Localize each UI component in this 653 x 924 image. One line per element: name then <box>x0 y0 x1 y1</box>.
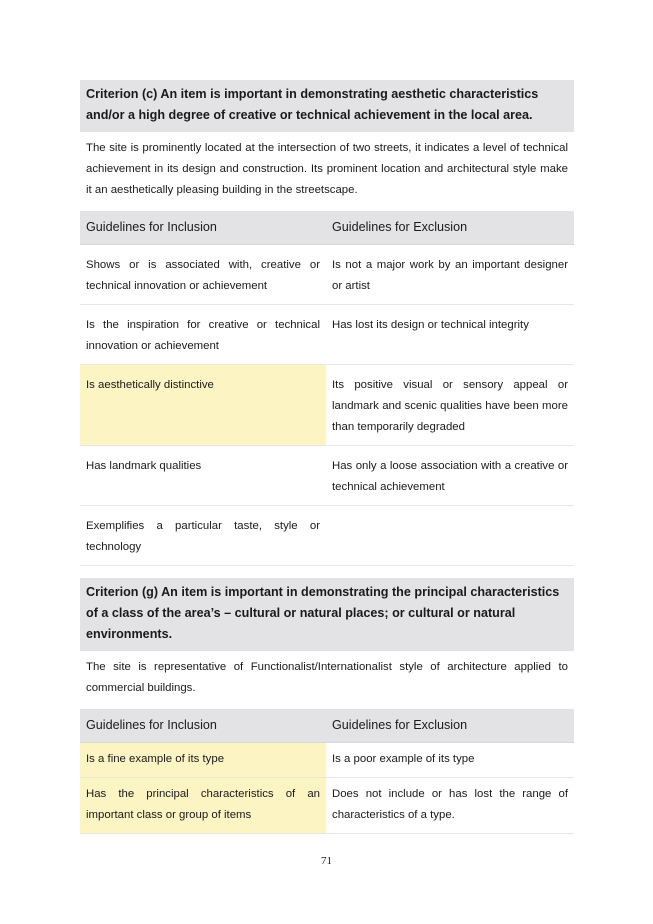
criterion-c-guidelines-table <box>80 211 574 566</box>
table-row <box>80 305 574 365</box>
table-row <box>80 365 574 446</box>
table-header-row <box>80 709 574 743</box>
criterion-c-heading: Criterion (c) An item is important in demonstrating aesthetic characteristics and/or a high degree of creative or technical achievement in the local area. <box>80 80 574 132</box>
exclusion-cell: Its positive visual or sensory appeal or landmark and scenic qualities have been more than temporarily degraded <box>326 365 574 446</box>
inclusion-cell: Is the inspiration for creative or technical innovation or achievement <box>80 305 326 365</box>
criterion-g-section <box>80 578 574 834</box>
inclusion-cell-highlighted: Has the principal characteristics of an important class or group of items <box>80 778 326 834</box>
inclusion-cell-highlighted: Is a fine example of its type <box>80 743 326 778</box>
criterion-g-description: The site is representative of Functionalist/Internationalist style of architecture applied to commercial buildings. <box>86 661 568 694</box>
criterion-c-description: The site is prominently located at the intersection of two streets, it indicates a level of technical achievement in its design and construction. Its prominent location and architectural style make it an aesthetically pleasing building in the streetscape. <box>86 142 568 196</box>
exclusion-cell: Has lost its design or technical integrity <box>326 305 574 365</box>
exclusion-cell <box>326 506 574 566</box>
inclusion-cell-highlighted: Is aesthetically distinctive <box>80 365 326 446</box>
inclusion-header: Guidelines for Inclusion <box>80 709 326 743</box>
exclusion-cell: Has only a loose association with a creative or technical achievement <box>326 446 574 506</box>
inclusion-cell: Exemplifies a particular taste, style or technology <box>80 506 326 566</box>
table-row <box>80 446 574 506</box>
exclusion-cell: Is not a major work by an important designer or artist <box>326 245 574 305</box>
inclusion-cell: Has landmark qualities <box>80 446 326 506</box>
criterion-g-heading: Criterion (g) An item is important in demonstrating the principal characteristics of a class of the area’s – cultural or natural places; or cultural or natural environments. <box>80 578 574 651</box>
inclusion-cell: Shows or is associated with, creative or technical innovation or achievement <box>80 245 326 305</box>
table-row <box>80 506 574 566</box>
page-number: 71 <box>321 855 332 867</box>
table-row <box>80 743 574 778</box>
table-row <box>80 778 574 834</box>
table-header-row <box>80 211 574 245</box>
inclusion-header: Guidelines for Inclusion <box>80 211 326 245</box>
criterion-c-section <box>80 80 574 566</box>
exclusion-cell: Does not include or has lost the range of characteristics of a type. <box>326 778 574 834</box>
exclusion-header: Guidelines for Exclusion <box>326 709 574 743</box>
exclusion-header: Guidelines for Exclusion <box>326 211 574 245</box>
table-row <box>80 245 574 305</box>
exclusion-cell: Is a poor example of its type <box>326 743 574 778</box>
criterion-g-guidelines-table <box>80 709 574 834</box>
